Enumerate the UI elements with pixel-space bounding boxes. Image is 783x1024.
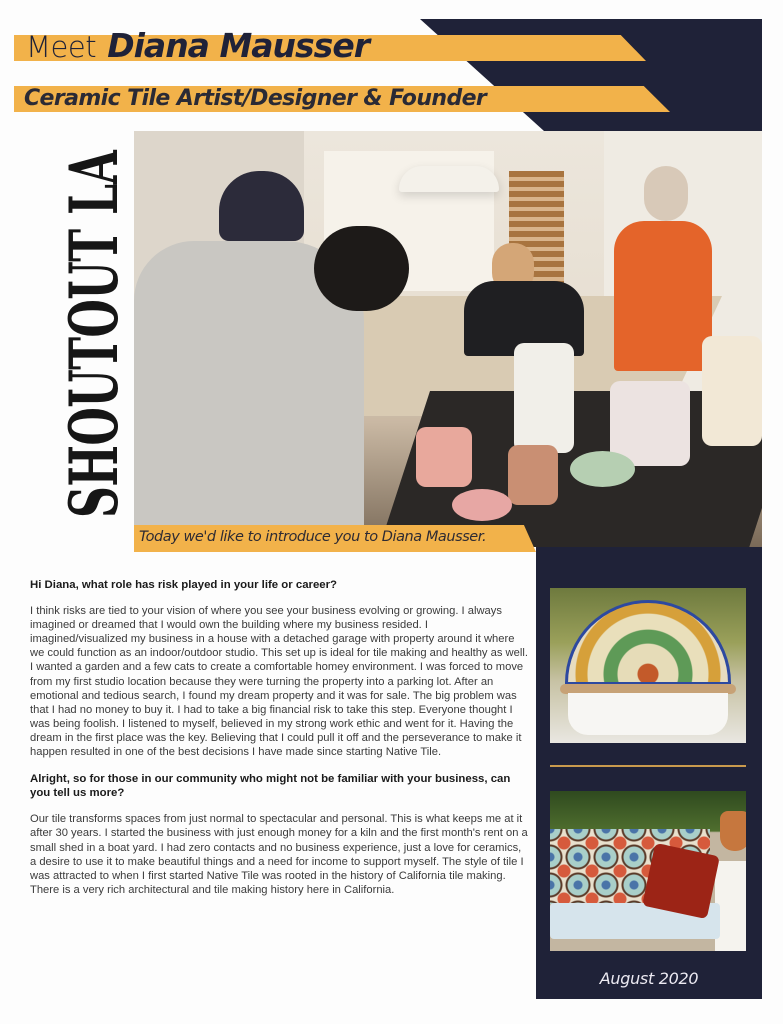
photo-glaze-jar — [416, 427, 472, 487]
photo-glaze-jar — [702, 336, 762, 446]
interview-question: Hi Diana, what role has risk played in your life or career? — [30, 579, 338, 591]
photo-jar-lid — [452, 489, 512, 521]
page-subtitle: Ceramic Tile Artist/Designer & Founder — [24, 86, 487, 111]
fountain-photo — [550, 588, 746, 743]
photo-person-diana — [614, 221, 712, 371]
article-body — [30, 578, 528, 910]
title-prefix: Meet — [26, 30, 97, 64]
page-title — [26, 26, 369, 65]
hero-studio-photo — [134, 131, 762, 547]
bench-photo — [550, 791, 746, 951]
brand-vertical-label: SHOUTOUT LA — [55, 150, 133, 518]
bench-planter — [720, 811, 746, 851]
sidebar-panel — [536, 547, 762, 999]
sidebar-divider — [550, 765, 746, 767]
fountain-basin — [568, 693, 728, 735]
photo-glaze-jar — [610, 381, 690, 466]
photo-glaze-jar — [514, 343, 574, 453]
interview-answer: I think risks are tied to your vision of where you see your business evolving or growing. I always imagined or dreamed that I would own the building where my business resided. I imagined/visualized my business in a house with a detached garage with property around it where we could function as an indoor/outdoor studio. This set up is ideal for tile making and healthy as well. I wanted a garden and a few cats to create a comfortable homey environment. I was forced to move from my first studio location because they were turning the property into a parking lot. After an emotional and tedious search, I found my dream property and it was for sale. The big problem was that I had no money to buy it. I had to take a big financial risk to take this step. Everyone thought I was being foolish. I listened to myself, believed in my strong work ethic and went for it. Having the dream in the first place was the key. Believing that I could pull it off and the perseverance to make it happen resulted in one of the best decisions I have made since starting Native Tile. — [30, 605, 528, 759]
interview-question: Alright, so for those in our community who might not be familiar with your business, can you tell us more? — [30, 773, 511, 800]
bench-pillow — [642, 843, 720, 919]
interview-answer: Our tile transforms spaces from just normal to spectacular and personal. This is what keeps me at it after 30 years. I started the business with just enough money for a kiln and the first month's rent on a small shed in a boat yard. I had zero contacts and no business experience, just a love for ceramics, a desire to use it to make beautiful things and a need for income to support myself. The style of tile I was attracted to when I first started Native Tile was rooted in the history of California tile making. There is a very rich architectural and tile making history here in California. — [30, 813, 528, 896]
photo-lamp — [399, 166, 499, 192]
fountain-mosaic-arch — [565, 600, 731, 685]
photo-hair-foreground — [314, 226, 409, 311]
photo-person-background — [219, 171, 304, 241]
photo-glaze-jar — [508, 445, 558, 505]
photo-jar-lid — [570, 451, 635, 487]
issue-date: August 2020 — [599, 969, 699, 988]
hero-caption: Today we'd like to introduce you to Diana Mausser. — [139, 529, 487, 545]
title-name: Diana Mausser — [107, 26, 369, 65]
photo-head-diana — [644, 166, 688, 221]
